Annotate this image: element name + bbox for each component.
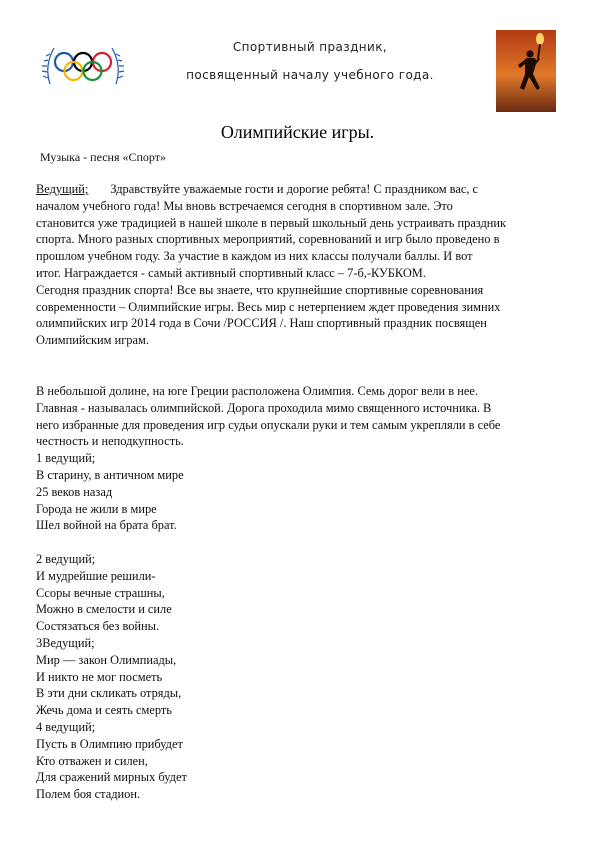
verse-line: В старину, в античном мире	[36, 467, 184, 482]
verse-line: Для сражений мирных будет	[36, 770, 187, 785]
intro-line: Сегодня праздник спорта! Все вы знаете, что крупнейшие спортивные соревнования	[36, 282, 484, 297]
verse-line: Пусть в Олимпию прибудет	[36, 736, 183, 751]
verse-line: 25 веков назад	[36, 484, 113, 499]
verse-line: Кто отважен и силен,	[36, 753, 148, 768]
verse-line: Ссоры вечные страшны,	[36, 585, 165, 600]
intro-line: современности – Олимпийские игры. Весь мир с нетерпением ждет проведения зимних	[36, 299, 501, 314]
page-title: Олимпийские игры.	[220, 122, 375, 142]
verse-line: Шел войной на брата брат.	[36, 518, 177, 533]
verse-speaker: 4 ведущий;	[36, 719, 96, 734]
intro-line: спорта. Много разных спортивных мероприятий, соревнований и игр было проведено в	[36, 232, 500, 247]
history-line: честность и неподкупность.	[36, 434, 184, 449]
verse-speaker: 2 ведущий;	[36, 551, 96, 566]
history-paragraph	[36, 383, 564, 803]
verse-line: В эти дни скликать отряды,	[36, 686, 182, 701]
verse-line: Мир — закон Олимпиады,	[36, 652, 177, 667]
verse-line: И мудрейшие решили-	[36, 568, 156, 583]
torch-runner-photo-icon	[496, 30, 556, 112]
history-line: В небольшой долине, на юге Греции расположена Олимпия. Семь дорог вели в нее.	[36, 384, 478, 398]
verse-line: И никто не мог посметь	[36, 669, 163, 684]
speaker-label: Ведущий;	[36, 182, 89, 196]
olympic-rings-icon	[40, 34, 126, 98]
history-line: него избранные для проведения игр судьи опускали руки и тем самым укрепляли в себе	[36, 417, 501, 432]
verse-line: Города не жили в мире	[36, 501, 157, 516]
history-line: Главная - называлась олимпийской. Дорога проходила мимо священного источника. В	[36, 400, 492, 415]
verse-line: Состязаться без войны.	[36, 619, 160, 634]
intro-first-line	[36, 181, 564, 198]
intro-line: Олимпийским играм.	[36, 333, 149, 348]
verse-speaker: 3Ведущий;	[36, 635, 95, 650]
verse-line: Можно в смелости и силе	[36, 602, 172, 617]
intro-paragraph	[36, 181, 564, 349]
verse-line: Жечь дома и сеять смерть	[36, 703, 172, 718]
intro-line: итог. Награждается - самый активный спортивный класс – 7-б,-КУБКОМ.	[36, 265, 426, 280]
event-heading-line-2: посвященный началу учебного года.	[186, 68, 434, 82]
intro-line: началом учебного года! Мы вновь встречаемся сегодня в спортивном зале. Это	[36, 198, 453, 213]
intro-line: Здравствуйте уважаемые гости и дорогие ребята! С праздником вас, с	[110, 182, 479, 196]
intro-line: олимпийских игр 2014 года в Сочи /РОССИЯ /. Наш спортивный праздник посвящен	[36, 316, 487, 331]
intro-line: становится уже традицией в нашей школе в первый школьный день устраивать праздник	[36, 215, 507, 230]
verse-gap	[36, 534, 564, 551]
intro-line: прошлом учебном году. За участие в каждом из них классы получали баллы. И вот	[36, 249, 473, 264]
verse-line: Полем боя стадион.	[36, 787, 141, 802]
event-heading-line-1: Спортивный праздник,	[232, 40, 388, 54]
music-note: Музыка - песня «Спорт»	[40, 150, 166, 164]
verse-speaker: 1 ведущий;	[36, 451, 96, 466]
